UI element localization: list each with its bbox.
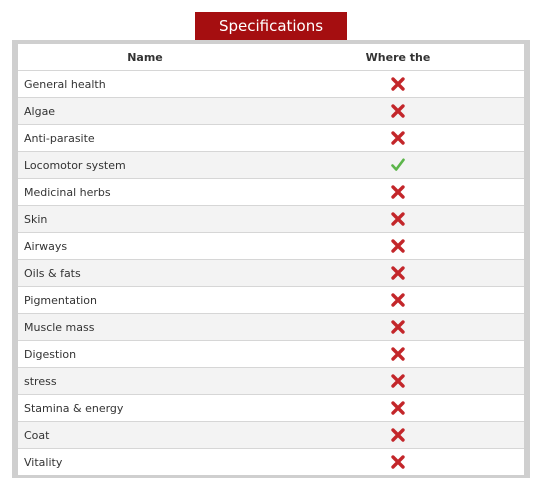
cross-icon [390, 76, 406, 92]
spec-mark-cell [272, 152, 524, 179]
table-header-row [18, 44, 524, 71]
cross-icon [390, 346, 406, 362]
cross-icon [390, 238, 406, 254]
spec-mark-cell [272, 341, 524, 368]
table-row [18, 368, 524, 395]
cross-icon [390, 373, 406, 389]
column-header-where: Where the [272, 44, 524, 71]
spec-mark-cell [272, 125, 524, 152]
spec-name-cell: stress [18, 368, 272, 395]
table-row [18, 449, 524, 476]
spec-mark-cell [272, 260, 524, 287]
spec-name-cell: General health [18, 71, 272, 98]
spec-name-cell: Pigmentation [18, 287, 272, 314]
table-row [18, 287, 524, 314]
table-body [18, 71, 524, 476]
spec-name-cell: Airways [18, 233, 272, 260]
table-row [18, 206, 524, 233]
cross-icon [390, 427, 406, 443]
spec-mark-cell [272, 314, 524, 341]
table-row [18, 179, 524, 206]
cross-icon [390, 292, 406, 308]
spec-name-cell: Skin [18, 206, 272, 233]
spec-name-cell: Medicinal herbs [18, 179, 272, 206]
table-row [18, 314, 524, 341]
spec-mark-cell [272, 449, 524, 476]
table-row [18, 98, 524, 125]
cross-icon [390, 103, 406, 119]
table-row [18, 152, 524, 179]
spec-mark-cell [272, 287, 524, 314]
column-header-name: Name [18, 44, 272, 71]
spec-name-cell: Coat [18, 422, 272, 449]
cross-icon [390, 265, 406, 281]
spec-mark-cell [272, 71, 524, 98]
check-icon [390, 157, 406, 173]
spec-name-cell: Algae [18, 98, 272, 125]
specifications-panel [12, 40, 530, 478]
spec-mark-cell [272, 368, 524, 395]
spec-mark-cell [272, 233, 524, 260]
cross-icon [390, 454, 406, 470]
spec-name-cell: Oils & fats [18, 260, 272, 287]
table-row [18, 341, 524, 368]
spec-mark-cell [272, 179, 524, 206]
spec-mark-cell [272, 98, 524, 125]
table-row [18, 71, 524, 98]
table-row [18, 422, 524, 449]
spec-name-cell: Locomotor system [18, 152, 272, 179]
table-row [18, 395, 524, 422]
spec-mark-cell [272, 206, 524, 233]
spec-mark-cell [272, 395, 524, 422]
specifications-table [18, 44, 524, 475]
cross-icon [390, 400, 406, 416]
spec-name-cell: Digestion [18, 341, 272, 368]
cross-icon [390, 319, 406, 335]
cross-icon [390, 211, 406, 227]
specifications-tab: Specifications [195, 12, 347, 41]
cross-icon [390, 184, 406, 200]
spec-name-cell: Stamina & energy [18, 395, 272, 422]
table-row [18, 233, 524, 260]
cross-icon [390, 130, 406, 146]
spec-name-cell: Anti-parasite [18, 125, 272, 152]
table-row [18, 125, 524, 152]
spec-name-cell: Muscle mass [18, 314, 272, 341]
table-row [18, 260, 524, 287]
spec-mark-cell [272, 422, 524, 449]
spec-name-cell: Vitality [24, 455, 63, 469]
